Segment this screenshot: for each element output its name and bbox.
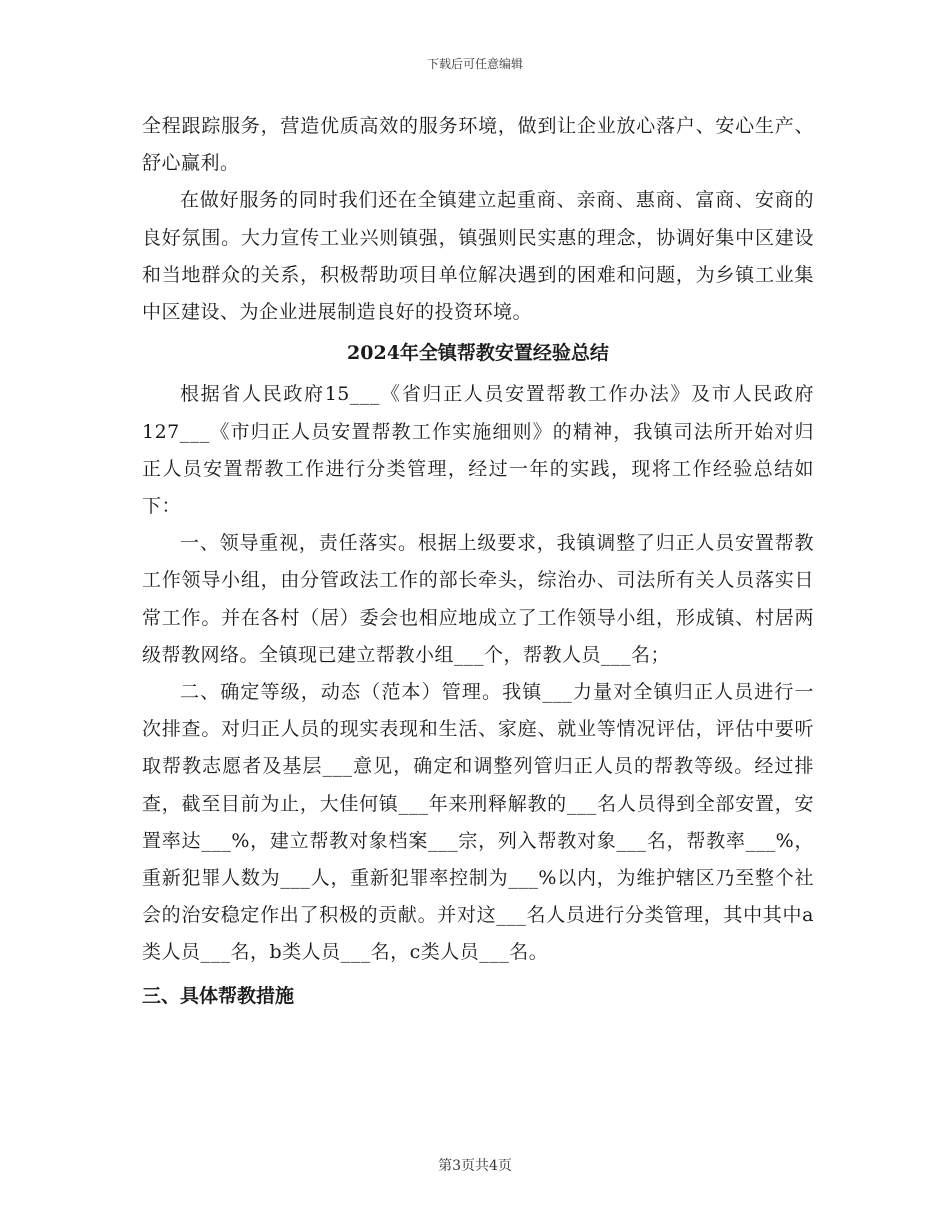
- paragraph-section-1: 一、领导重视，责任落实。根据上级要求，我镇调整了归正人员安置帮教工作领导小组，由分管政法工作的部长牵头，综治办、司法所有关人员落实日常工作。并在各村（居）委会也相应地成立了工作领导小组，形成镇、村居两级帮教网络。全镇现已建立帮教小组___个，帮教人员___名；: [142, 532, 814, 666]
- page-header: 下载后可任意编辑: [426, 57, 523, 71]
- document-title: 2024年全镇帮教安置经验总结: [347, 342, 609, 365]
- paragraph-investment-environment: 在做好服务的同时我们还在全镇建立起重商、亲商、惠商、富商、安商的良好氛围。大力宣传工业兴则镇强，镇强则民实惠的理念，协调好集中区建设和当地群众的关系，积极帮助项目单位解决遇到的困难和问题，为乡镇工业集中区建设、为企业进展制造良好的投资环境。: [142, 189, 814, 324]
- paragraph-introduction: 根据省人民政府15___《省归正人员安置帮教工作办法》及市人民政府127___《市归正人员安置帮教工作实施细则》的精神，我镇司法所开始对归正人员安置帮教工作进行分类管理，经过一年的实践，现将工作经验总结如下：: [142, 383, 814, 518]
- document-body: [142, 108, 814, 1015]
- paragraph-continuation: 全程跟踪服务，营造优质高效的服务环境，做到让企业放心落户、安心生产、舒心赢利。: [142, 115, 814, 175]
- paragraph-section-2: 二、确定等级，动态（范本）管理。我镇___力量对全镇归正人员进行一次排查。对归正人员的现实表现和生活、家庭、就业等情况评估，评估中要听取帮教志愿者及基层___意见，确定和调整列管归正人员的帮教等级。经过排查，截至目前为止，大佳何镇___年来刑释解教的___名人员得到全部安置，安置率达___%，建立帮教对象档案___宗，列入帮教对象___名，帮教率___%，重新犯罪人数为___人，重新犯罪率控制为___%以内，为维护辖区乃至整个社会的治安稳定作出了积极的贡献。并对这___名人员进行分类管理，其中其中a类人员___名，b类人员___名，c类人员___名。: [142, 681, 814, 964]
- section-3-heading: 三、具体帮教措施: [142, 984, 295, 1007]
- page-footer: 第3页共4页: [438, 1158, 512, 1174]
